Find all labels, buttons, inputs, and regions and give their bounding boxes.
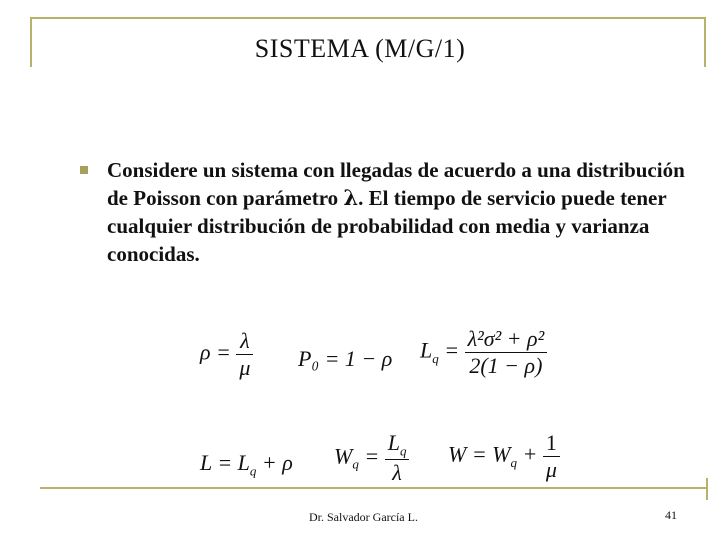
formula-wq-num	[385, 430, 410, 459]
footer-author: Dr. Salvador García L.	[309, 510, 418, 524]
formula-wq-den: λ	[392, 460, 402, 486]
formula-w-part-a: W = W	[448, 441, 511, 467]
formula-wq-fraction	[385, 430, 410, 486]
formula-l-sub: q	[249, 463, 257, 479]
formula-w-sub: q	[510, 454, 517, 470]
body-text-part-2: . El tiempo de servicio puede tener cualquier distribución de probabilidad con media y varianza conocidas.	[107, 186, 667, 266]
formula-w-fraction	[543, 430, 560, 483]
formula-wq-num-main: L	[387, 430, 400, 455]
formula-rho	[200, 328, 253, 381]
formula-l	[200, 450, 293, 479]
slide-title: SISTEMA (M/G/1)	[254, 34, 466, 63]
page-number: 41	[665, 508, 677, 522]
formula-w-plus: +	[517, 441, 543, 467]
formula-p0: P₀ = 1 − ρ	[298, 346, 393, 371]
formula-lq-sub: q	[432, 350, 439, 366]
formula-l-part-b: + ρ	[256, 450, 293, 475]
formula-l-part-a: L = L	[200, 450, 250, 475]
formula-lq-eq: =	[438, 337, 465, 363]
formula-wq-eq: =	[358, 443, 385, 469]
formula-wq-lhs: W	[334, 443, 353, 469]
formula-rho-fraction	[236, 328, 253, 381]
formula-lq-lhs: L	[420, 337, 433, 363]
bullet-square-icon	[80, 166, 88, 174]
formula-lq-fraction	[465, 326, 548, 379]
body-text-part-1: Considere un sistema con llegadas de acuerdo a una distribución de Poisson con parámetro	[107, 158, 685, 210]
formula-lq	[420, 326, 547, 379]
formula-wq	[334, 430, 409, 486]
formula-wq-sub: q	[352, 456, 359, 472]
formula-rho-num: λ	[240, 328, 250, 353]
formula-w	[448, 430, 560, 483]
formula-w-num: 1	[545, 430, 557, 455]
formula-w-den: μ	[545, 457, 557, 482]
formula-lq-den: 2(1 − ρ)	[469, 353, 543, 378]
formula-wq-num-sub: q	[399, 443, 407, 459]
frame-top-line	[30, 17, 706, 19]
frame-bottom-line	[40, 487, 708, 489]
lambda-symbol: λ	[343, 185, 359, 210]
formula-rho-lhs: ρ =	[200, 339, 237, 365]
body-paragraph	[107, 156, 707, 268]
formula-rho-den: μ	[239, 355, 251, 380]
frame-bottom-tick	[706, 478, 708, 500]
formula-lq-num: λ²σ² + ρ²	[467, 326, 545, 351]
